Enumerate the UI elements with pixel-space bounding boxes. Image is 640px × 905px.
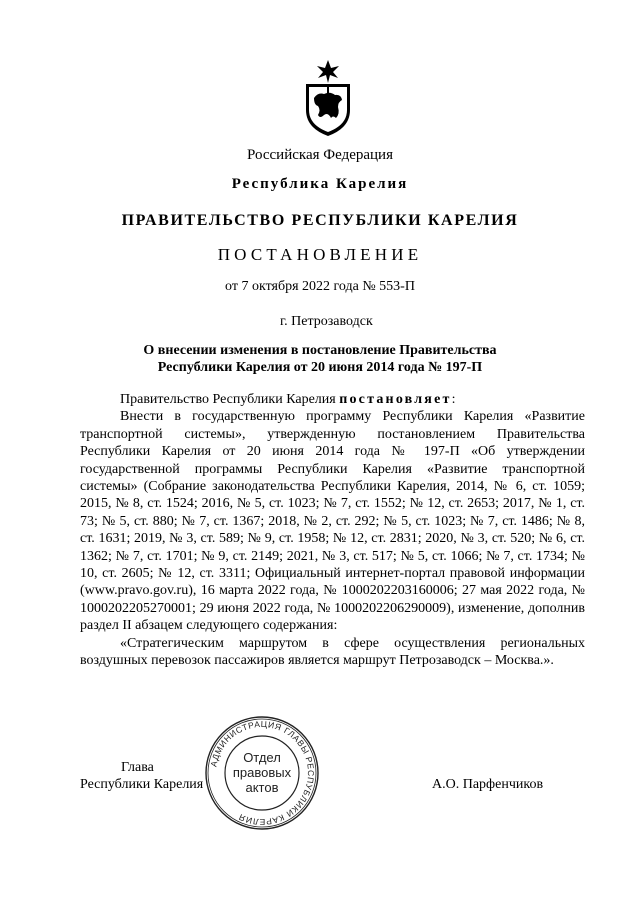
document-city: г. Петрозаводск bbox=[280, 314, 373, 329]
preamble-colon: : bbox=[451, 392, 456, 407]
stamp-seal bbox=[203, 714, 321, 832]
signatory-name: А.О. Парфенчиков bbox=[432, 777, 544, 792]
stamp-line-3: актов bbox=[245, 780, 279, 795]
document-body bbox=[80, 391, 585, 670]
paragraph-1: Внести в государственную программу Республики Карелия «Развитие транспортной системы», утвержденную постановлением Правительства Республики Карелия от 20 июня 2014 года № 197-П «Об утверждении государственной программы Республики Карелия «Развитие транспортной системы» (Собрание законодательства Республики Карелия, 2014, № 6, ст. 1059; 2015, № 8, ст. 1524; 2016, № 5, ст. 1023; № 7, ст. 1552; № 12, ст. 2653; 2017, № 1, ст. 73; № 5, ст. 880; № 7, ст. 1367; 2018, № 2, ст. 292; № 5, ст. 1023; № 7, ст. 1486; № 8, ст. 1631; 2019, № 3, ст. 589; № 9, ст. 1958; № 12, ст. 2831; 2020, № 3, ст. 520; № 6, ст. 1362; № 7, ст. 1701; № 9, ст. 2149; 2021, № 3, ст. 517; № 5, ст. 1066; № 7, ст. 1734; № 10, ст. 2605; № 12, ст. 3311; Официальный интернет-портал правовой информации (www.pravo.gov.ru), 16 марта 2022 года, № 1000202203160006; 27 мая 2022 года, № 1000202205270001; 29 июня 2022 года, № 1000202206290009), изменение, дополнив раздел II абзацем следующего содержания: bbox=[80, 409, 585, 634]
document-subject bbox=[0, 342, 640, 376]
subject-line-1: О внесении изменения в постановление Правительства bbox=[143, 343, 497, 358]
signatory-region: Республики Карелия bbox=[80, 777, 204, 792]
document-date-number: от 7 октября 2022 года № 553-П bbox=[225, 279, 415, 294]
paragraph-2: «Стратегическим маршрутом в сфере осуществления региональных воздушных перевозок пассажиров является маршрут Петрозаводск – Москва.». bbox=[80, 635, 585, 669]
stamp-line-1: Отдел bbox=[243, 750, 281, 765]
preamble-verb: постановляет bbox=[339, 392, 452, 407]
preamble bbox=[80, 391, 585, 408]
subject-line-2: Республики Карелия от 20 июня 2014 года № 197-П bbox=[157, 360, 483, 375]
government-title: ПРАВИТЕЛЬСТВО РЕСПУБЛИКИ КАРЕЛИЯ bbox=[121, 212, 519, 229]
document-type: ПОСТАНОВЛЕНИЕ bbox=[217, 245, 423, 264]
preamble-text: Правительство Республики Карелия bbox=[120, 392, 340, 407]
signatory-title: Глава bbox=[121, 760, 154, 775]
karelia-coat-of-arms bbox=[300, 58, 356, 138]
stamp-ring-text: АДМИНИСТРАЦИЯ ГЛАВЫ РЕСПУБЛИКИ КАРЕЛИЯ bbox=[208, 718, 317, 828]
country-name: Российская Федерация bbox=[247, 147, 393, 163]
stamp-line-2: правовых bbox=[232, 765, 292, 780]
republic-name: Республика Карелия bbox=[231, 176, 409, 192]
